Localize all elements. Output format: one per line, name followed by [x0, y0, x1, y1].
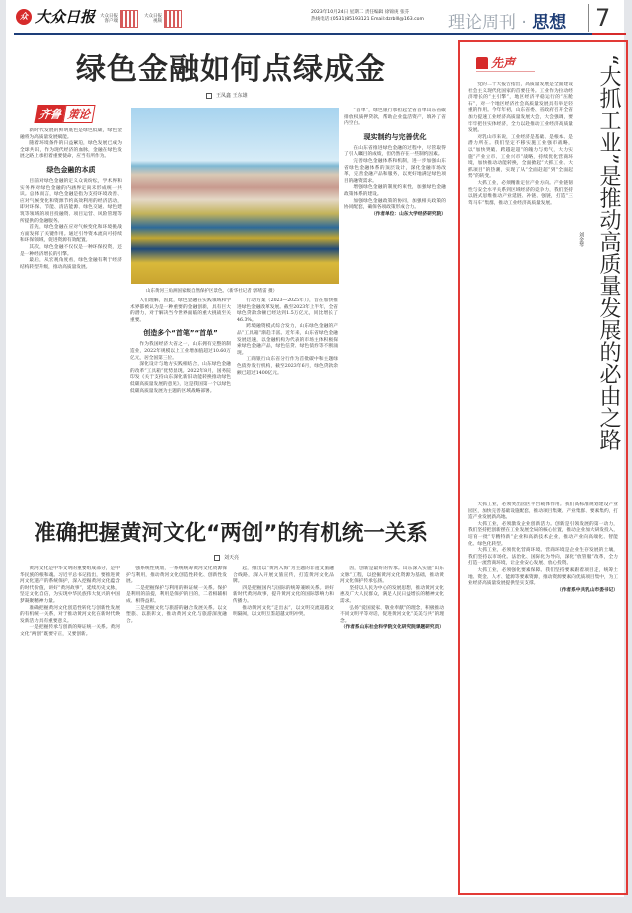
paragraph: 作为我国经济大省之一，山东拥有完整的制造业，2022年规模以上工业增加值超过10.60万亿元，居全国第三位。 [130, 342, 231, 361]
column-logo [36, 105, 94, 123]
paragraph: 对乳山市来说，工业经济是基础、是根本、是潜力所在。我们坚定不移实施工业强市战略，以“加快突破、跨越赶超”的魄力与勇气，大力实施“产业立市、工业兴市”战略，持续优化营商环境，加快推动动能转换，全面掀起“大抓工业、大抓项目”的热潮，实现了从“全面赶超”到“全面起势”的转变。 [468, 134, 573, 180]
article-title: 绿色金融如何点绿成金 [76, 52, 386, 87]
section-sub: 思想 [532, 13, 567, 33]
paragraph: 黄河文化是中华文明的重要组成部分，是中华民族的根和魂。习近平总书记指出，要推进黄河文化遗产的系统保护，深入挖掘黄河文化蕴含的时代价值，讲好“黄河故事”，延续历史文脉，坚定文化自信，为实现中华民族伟大复兴的中国梦凝聚精神力量。 [20, 566, 120, 604]
photo-wetland [131, 108, 339, 284]
paragraph: “首单”，绿色银行承担起全省首单山东省碳排放权质押贷款，帮助企业盘活资产，填补了省内空白。 [344, 108, 446, 127]
subheading: 现实制约与完善优化 [363, 132, 427, 141]
section-title: 理论周刊 [448, 13, 516, 33]
paragraph: 行动方案（2023—2025年）》，旨在加快推进绿色金融改革发展。截至2023年上半年，全省绿色贷款余额已经达到1.5万亿元，同比增长了46.3%。 [237, 298, 338, 323]
paragraph: 强系统性规划，一系统统筹黄河文化资源保护与利用，推动黄河文化创造性转化、创新性发展。 [126, 566, 227, 585]
section-name [448, 8, 566, 33]
article-author: 王凤鑫 王东雄 [206, 92, 248, 99]
paragraph: 人们理解，因此，绿色金融在实践领域和学术界都被认为是一种重要的金融创新，具有巨大的潜力，对于解决当今世界面临的重大挑战至关重要。 [130, 298, 231, 323]
paragraph: 起，推出以“黄河入海”为主题的非遗文旅融合线路，深入开展文旅宣传，打造黄河文化品牌。 [233, 566, 334, 585]
paragraph: 二是把握保护与利用的辩证统一关系。保护是利用的前提，利用是保护的目的，二者相辅相成、相得益彰。 [126, 585, 227, 604]
column-logo-part: 齐鲁 [34, 105, 65, 123]
qr-code-icon[interactable] [164, 10, 182, 28]
paragraph: 四是把握国内与国际的统筹兼顾关系。讲好新时代黄河故事，提升黄河文化的国际影响力和传播力。 [233, 585, 334, 604]
sidebar-author: 刘金琴 [578, 232, 584, 247]
article1-col3 [237, 298, 338, 506]
header-rule [14, 33, 592, 35]
column-emblem-icon [476, 57, 488, 69]
paragraph: 三是把握文化与旅游的融合发展关系。以文塑旅、以旅彰文，推动黄河文化与旅游深度融合。 [126, 605, 227, 624]
logo-emblem-icon: 众 [16, 9, 32, 25]
qr-video [142, 10, 182, 28]
qr-code-icon[interactable] [120, 10, 138, 28]
paragraph: 其次，绿色金融不仅仅是一种环保投资，还是一种经济增长的引擎。 [20, 244, 122, 257]
paragraph: 大抓工业，必须强化要素保障。我们坚持要素跟着项目走，统筹土地、资金、人才、能源等要素资源，推动资源要素向优质项目集中，为工业经济高质量发展提供坚实支撑。 [468, 567, 618, 587]
sidebar-col-bottom [468, 502, 618, 887]
author-note: （作者系中共乳山市委书记） [557, 587, 618, 593]
article-title: 准确把握黄河文化“两创”的有机统一关系 [34, 521, 428, 546]
paragraph: 新时代发展的鲜明底色是绿色低碳，绿色金融将为高质量发展赋能。 [20, 128, 122, 140]
paragraph: 跨境融资模式综合发力，山东绿色金融的产品“工具箱”渐趋丰富。近年来，山东省绿色金融发展迅速，以金融机构为代表的市场主体积极探索绿色金融产品，绿色信贷、绿色债券等不断涌现。 [237, 324, 338, 356]
paragraph: 大抓工业，必须突出园区平台载体作用。我们高标准规划建设产业园区，加快完善基础设施配套，推动项目集聚、产业集群、要素集约，打造产业发展新高地。 [468, 502, 618, 521]
author-note: （作者单位：山东大学经济研究院） [370, 211, 446, 217]
date-line: 2023年10月24日 星期二 责任编辑 徐锦庚 张芬 [311, 10, 410, 15]
logo-text: 大众日报 [35, 8, 96, 26]
article2-col1 [20, 566, 120, 894]
paragraph: 因，创新是最好的传承。山东深入实施“山东文脉”工程，以挖掘黄河文化资源为基础，推动黄河文化保护传承弘扬。 [340, 566, 444, 585]
paragraph: 加强绿色金融政策的协同，加强相关政策的协同配套，确保各项政策形成合力。 [344, 198, 446, 211]
photo-caption: 山东黄河三角洲国家级自然保护区景色。（新华社记者 郭绪雷 摄） [146, 289, 278, 294]
column-logo-part: 策论 [62, 105, 95, 123]
column-badge [476, 54, 535, 72]
paragraph: 准确把握黄河文化创造性转化与创新性发展的有机统一关系，对于推动黄河文化在新时代焕发新活力具有重要意义。 [20, 605, 120, 624]
paragraph: 一是把握传承与创新的辩证统一关系。黄河文化“两创”既要守正，又要创新。 [20, 625, 120, 637]
article1-col1 [20, 128, 122, 506]
paragraph: 推动黄河文化“走出去”，以文明交流超越文明隔阂，以文明互鉴超越文明冲突。 [233, 605, 334, 618]
newspaper-page [6, 0, 624, 897]
paragraph: 在山东省推进绿色金融的过程中，尽管取得了引人瞩目的成绩，但仍然存在一些制约因素。 [344, 145, 446, 158]
masthead-logo [16, 6, 95, 27]
sidebar-commentary [458, 40, 628, 895]
subheading: 创造多个“首笔”“首单” [143, 329, 218, 338]
header-rule-accent [592, 33, 626, 35]
sidebar-title: “大抓工业”是推动高质量发展的必由之路 [596, 54, 621, 451]
column-name: 先声 [491, 56, 516, 70]
paragraph: 坚持以人民为中心的发展思想，推动黄河文化惠及广大人民群众，满足人民日益增长的精神文化需求。 [340, 585, 444, 604]
qr-app [98, 10, 138, 28]
paragraph: 大抓工业，必须激发企业创新活力。创新是引领发展的第一动力，我们坚持把创新摆在工业发展全局的核心位置，推动企业加大研发投入，培育一批“专精特新”企业和高新技术企业，推动产业向高端化、智能化、绿色化转型。 [468, 521, 618, 547]
article1-col2 [130, 298, 231, 506]
paragraph: 增强绿色金融的制度约束性，加强绿色金融政策体系的建设。 [344, 185, 446, 197]
article2-col4 [340, 566, 444, 894]
qr-label: 大众日报客户端 [100, 14, 118, 24]
header-meta [311, 9, 424, 23]
paragraph: 随着环境条件的日益紧迫，绿色发展已成为全球共识，作为现代经济的血脉，金融在绿色发展之路上承担着重要使命，应当有所作为。 [20, 141, 122, 160]
article2-col2 [126, 566, 227, 894]
sidebar-col-top [468, 82, 573, 494]
page-number: 7 [588, 4, 610, 32]
section-sep: · [521, 13, 527, 33]
qr-label: 大众日报视频 [144, 14, 162, 24]
paragraph: 目前对绿色金融的定义众说纷纭，学术界和实务界对绿色金融的内涵界定尚未形成统一共识。总体而言，绿色金融是指为支持环境改善、应对气候变化和资源节约高效利用的经济活动，即对环保、节能、清洁能源、绿色交通、绿色建筑等领域的项目投融资、项目运营、风险管理等所提供的金融服务。 [20, 178, 122, 224]
article2-col3 [233, 566, 334, 894]
author-note: （作者系山东社会科学院文化研究院课题研究员） [340, 625, 444, 631]
paragraph: 最后，从宏观角度看，绿色金融有利于经济结构转型升级，推动高质量发展。 [20, 258, 122, 270]
paragraph: 工商银行山东省分行作为首批碳中和主题绿色债券发行机构，截至2023年6月，绿色贷款余额已超过1400亿元。 [237, 357, 338, 376]
article1-col4 [344, 108, 446, 506]
paragraph: 首先，绿色金融在应对气候变化和环境挑战方面发挥了关键作用。通过引导资本流向可持续和环保领域，促进资源有效配置。 [20, 225, 122, 244]
contact-line: 热线电话:(0531)85193121 Email:dzrblll@163.com [311, 17, 424, 22]
paragraph: 党的二十大报告指出，高质量发展是全面建设社会主义现代化国家的首要任务。工业作为拉动经济增长的“主引擎”，地区经济平稳运行的“压舱石”，对一个地区经济社会高质量发展具有举足轻重的作用。今年年初，山东省委、省政府召开全省加力提速工业经济高质量发展大会，大会强调，要牢牢把住实体经济，全力以赴推动工业经济高质量发展。 [468, 82, 573, 134]
subheading: 绿色金融的本质 [46, 165, 96, 174]
paragraph: 大抓工业，必须优化营商环境。营商环境是企业生存发展的土壤，我们坚持以市场化、法治化、国际化为导向，深化“放管服”改革，全力打造一流营商环境，让企业安心发展、放心投资。 [468, 548, 618, 567]
paragraph: 弘扬“爱国爱家、敬业奉献”的理念，积极推动不同文明平等对话，促进黄河文化“美美与共”的理念。 [340, 605, 444, 624]
paragraph: 完善绿色金融体系和机制，进一步加强山东省绿色金融体系的顶层设计，深化金融市场改革，完善金融产品和服务，以更好地满足绿色项目的融资需求。 [344, 158, 446, 184]
article-author: 刘天亮 [214, 554, 239, 561]
paragraph: 大抓工业，必须精准定位产业方向。产业链韧性与安全水平关系到区域经济的竞争力，我们坚持以链式思维推动产业延链、补链、强链，打造“三驾马车”集群，推动工业经济高质量发展。 [468, 180, 573, 206]
paragraph: 深化设计与地方实践相结合，山东绿色金融的改革“工具箱”优势显现。2022年8月，国务院印发《关于支持山东深化新旧动能转换推动绿色低碳高质量发展的意见》，这是我国第一个以绿色低碳高质量发展为主题的区域战略部署。 [130, 362, 231, 394]
